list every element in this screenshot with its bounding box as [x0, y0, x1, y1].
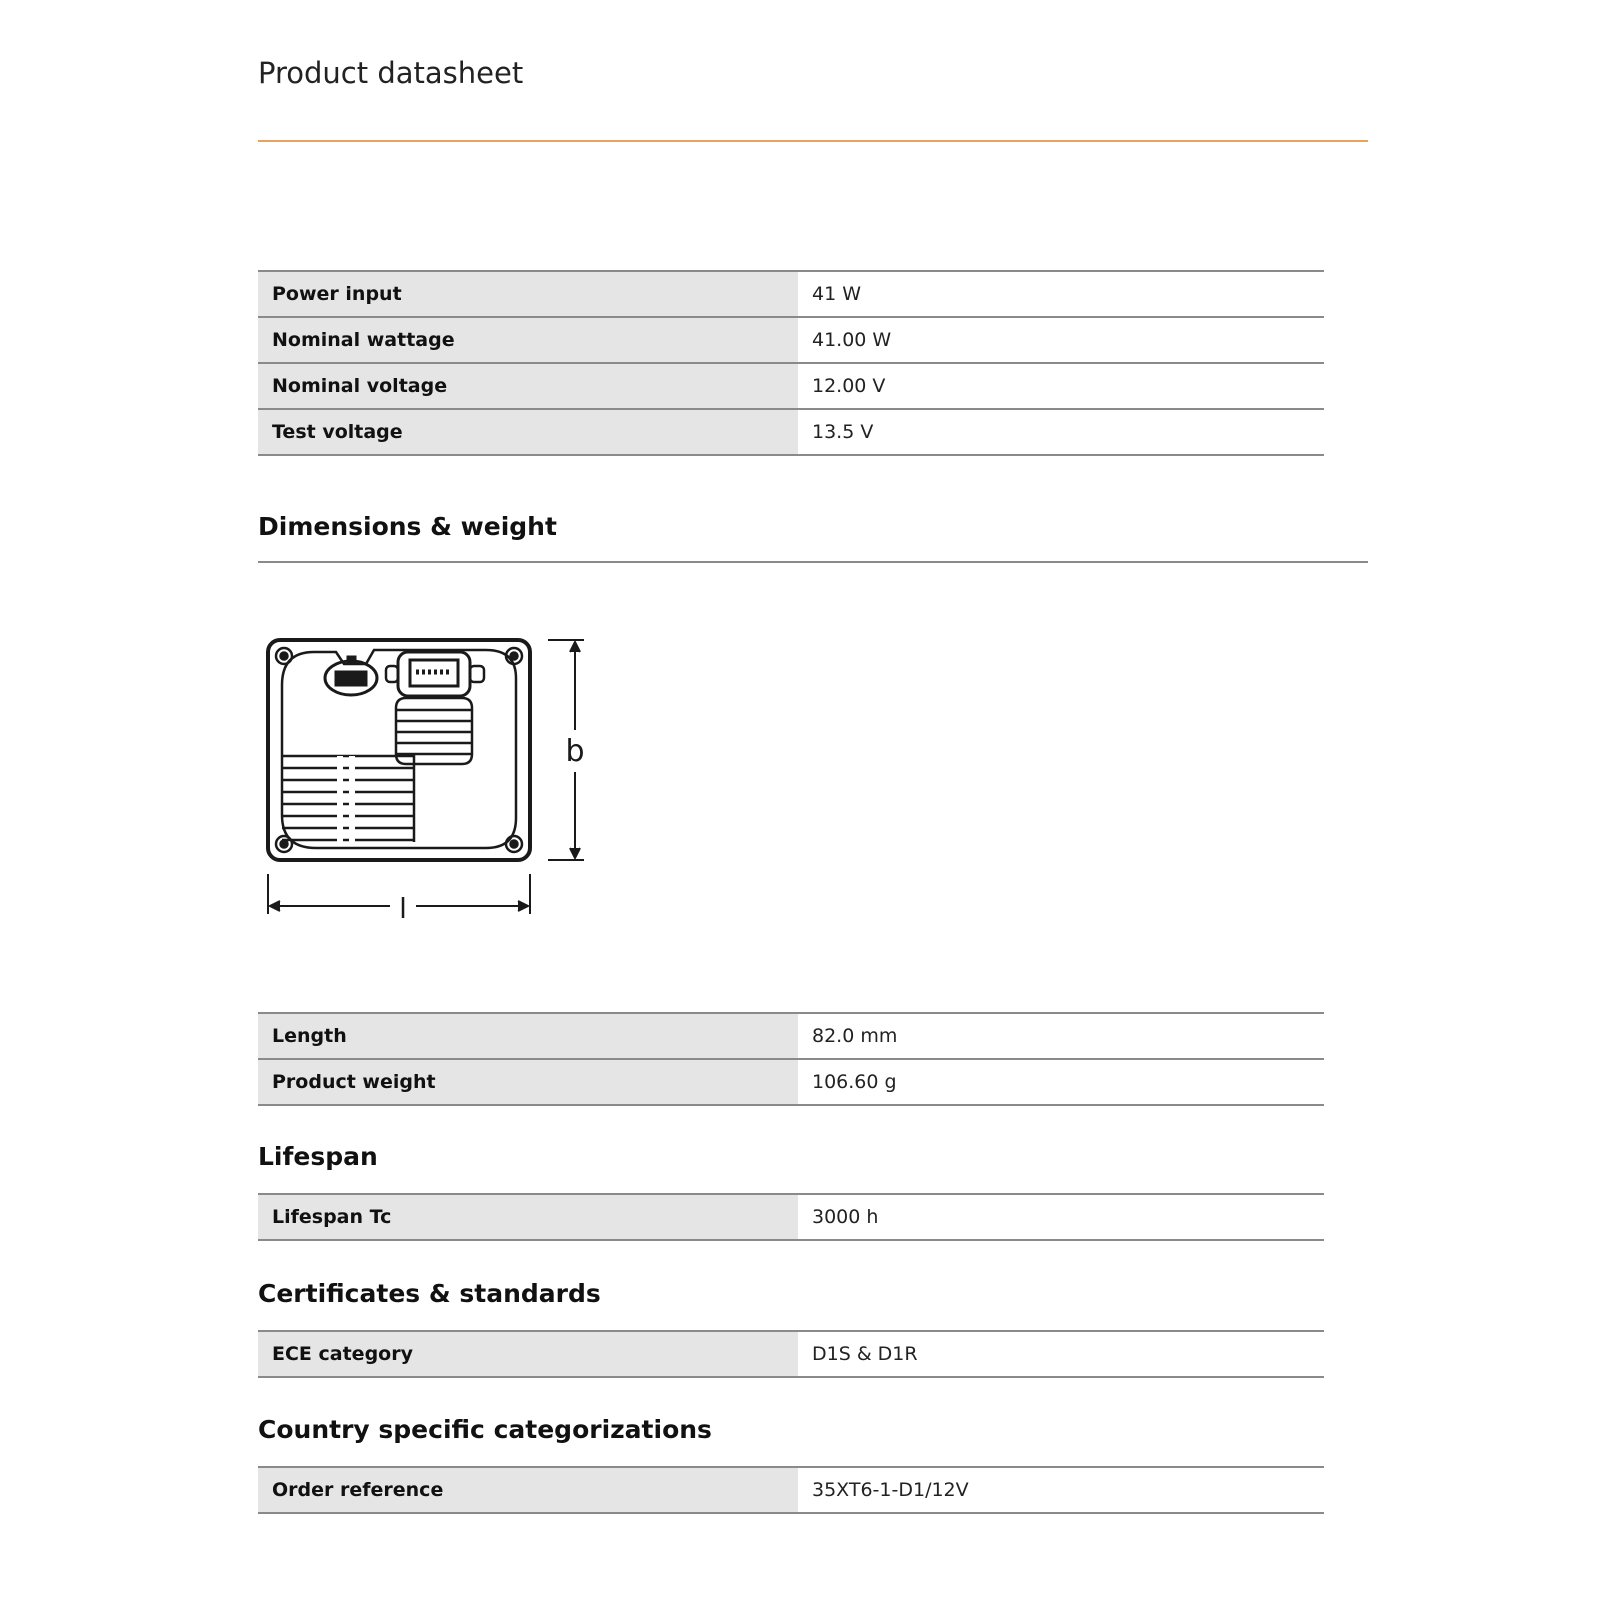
table-row	[258, 1467, 1324, 1513]
spec-value: 106.60 g	[798, 1059, 1324, 1105]
spec-label: Power input	[258, 271, 798, 317]
table-row	[258, 409, 1324, 455]
dimensions-spec-table	[258, 1012, 1324, 1106]
spec-label: Lifespan Tc	[258, 1194, 798, 1240]
connector-oval	[325, 657, 377, 695]
title-accent-rule	[258, 140, 1368, 142]
spec-label: Nominal voltage	[258, 363, 798, 409]
lifespan-heading: Lifespan	[258, 1142, 378, 1171]
table-row	[258, 1331, 1324, 1377]
electrical-spec-table	[258, 270, 1324, 456]
spec-label: Order reference	[258, 1467, 798, 1513]
spec-value: 41.00 W	[798, 317, 1324, 363]
connector-rect	[386, 652, 484, 696]
table-row	[258, 317, 1324, 363]
table-row	[258, 1013, 1324, 1059]
height-label: b	[565, 734, 585, 769]
spec-value: 13.5 V	[798, 409, 1324, 455]
page-title: Product datasheet	[258, 56, 524, 90]
spec-value: 82.0 mm	[798, 1013, 1324, 1059]
country-spec-table	[258, 1466, 1324, 1514]
certificates-heading: Certificates & standards	[258, 1279, 601, 1308]
table-row	[258, 1059, 1324, 1105]
table-row	[258, 271, 1324, 317]
spec-value: 41 W	[798, 271, 1324, 317]
country-heading: Country specific categorizations	[258, 1415, 712, 1444]
spec-label: Test voltage	[258, 409, 798, 455]
spec-value: 3000 h	[798, 1194, 1324, 1240]
dimensions-heading: Dimensions & weight	[258, 512, 557, 541]
spec-label: Product weight	[258, 1059, 798, 1105]
table-row	[258, 1194, 1324, 1240]
lifespan-spec-table	[258, 1193, 1324, 1241]
spec-label: ECE category	[258, 1331, 798, 1377]
certificates-spec-table	[258, 1330, 1324, 1378]
heatsink-fins-upper	[396, 698, 472, 764]
heatsink-fins-lower	[282, 756, 414, 844]
table-row	[258, 363, 1324, 409]
spec-label: Nominal wattage	[258, 317, 798, 363]
spec-value: 12.00 V	[798, 363, 1324, 409]
spec-value: 35XT6-1-D1/12V	[798, 1467, 1324, 1513]
spec-value: D1S & D1R	[798, 1331, 1324, 1377]
spec-label: Length	[258, 1013, 798, 1059]
length-label: l	[399, 892, 407, 925]
dimensions-rule	[258, 561, 1368, 563]
ballast-dimension-drawing	[266, 630, 606, 940]
